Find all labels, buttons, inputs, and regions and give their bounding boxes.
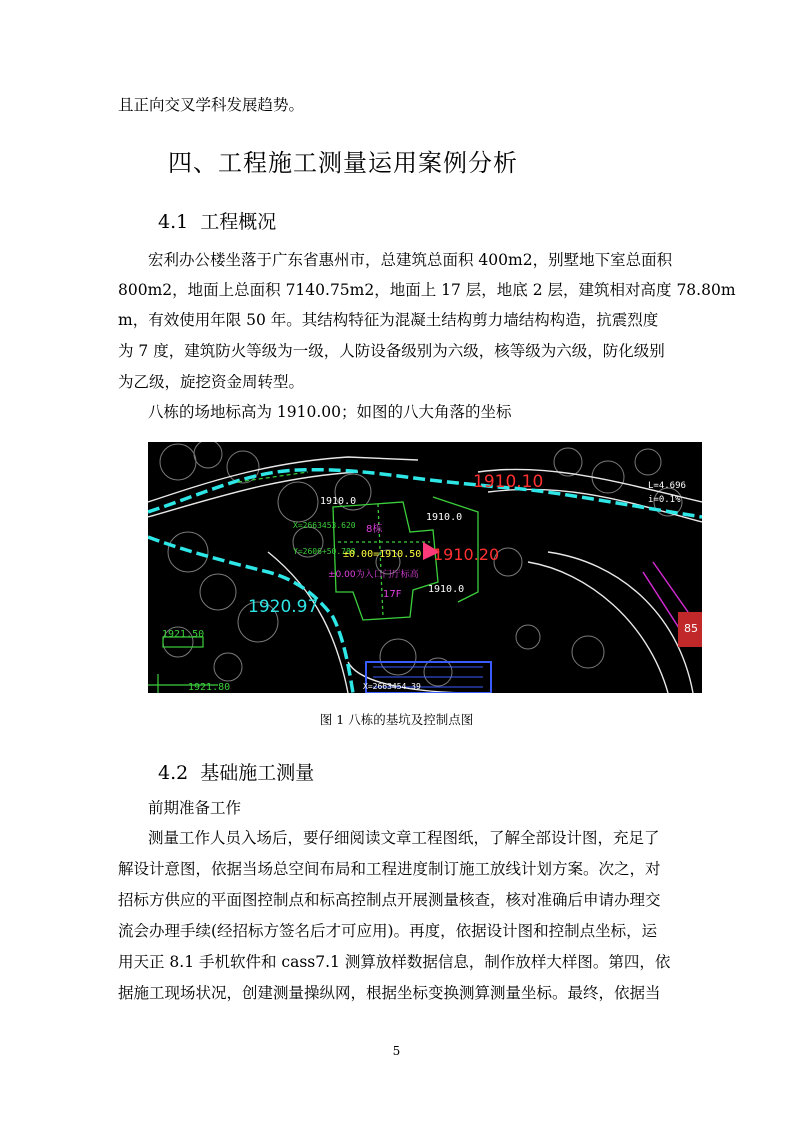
section-title: 四、工程施工测量运用案例分析	[168, 149, 518, 177]
road-lines	[148, 457, 702, 693]
cad-drawing	[148, 442, 702, 693]
figure-caption: 图 1 八栋的基坑及控制点图	[319, 712, 474, 727]
label-coordinate: X=2663454.39	[363, 682, 421, 691]
label-floors: 17F	[383, 589, 402, 600]
subsection-heading-4-1	[158, 210, 276, 234]
label-coordinate: X=2663453.620	[293, 521, 356, 530]
boundary-line	[148, 470, 702, 693]
label-number: 85	[684, 622, 698, 635]
paragraph-line: 为乙级，旋挖资金周转型。	[118, 373, 305, 391]
label-elevation: 1910.0	[320, 496, 357, 507]
label-elevation: 1910.0	[426, 512, 463, 523]
label-elevation: 1910.0	[428, 584, 465, 595]
paragraph-line: 八栋的场地标高为 1910.00；如图的八大角落的坐标	[148, 403, 512, 421]
paragraph-line: 为 7 度，建筑防火等级为一级，人防设备级别为六级，核等级为六级，防化级别	[118, 342, 665, 360]
site-plan-figure	[148, 442, 702, 693]
paragraph-line: 解设计意图，依据当场总空间布局和工程进度制订施工放线计划方案。次之，对	[118, 860, 661, 878]
label-coordinate: Y=2606+50.788	[293, 547, 356, 556]
label-slope-length: L=4.696	[648, 481, 686, 491]
subsection-title: 工程概况	[200, 211, 277, 233]
subsection-number: 4.2	[158, 762, 189, 784]
label-elevation: 1921.50	[162, 629, 205, 640]
label-entrance: ±0.00为入口门厅标高	[328, 570, 419, 580]
paragraph-line: 据施工现场状况，创建测量操纵网，根据坐标变换测算测量坐标。最终，依据当	[118, 984, 661, 1002]
paragraph-line: 流会办理手续(经招标方签名后才可应用)。再度，依据设计图和控制点坐标，运	[118, 922, 658, 940]
subsection-heading-4-2	[158, 761, 314, 785]
paragraph-heading: 前期准备工作	[148, 799, 242, 817]
page-number: 5	[392, 1044, 401, 1058]
label-elevation: 1920.97	[248, 597, 319, 617]
text-line: 且正向交叉学科发展趋势。	[118, 96, 305, 114]
label-slope: i=0.1%	[648, 495, 681, 505]
paragraph-line: 800m2，地面上总面积 7140.75m2，地面上 17 层，地底 2 层，建筑相对高度 78.80m	[118, 281, 736, 299]
paragraph-line: 宏利办公楼坐落于广东省惠州市，总建筑总面积 400m2，别墅地下室总面积	[148, 251, 673, 269]
subsection-title: 基础施工测量	[200, 762, 315, 784]
paragraph-line: 用天正 8.1 手机软件和 cass7.1 测算放样数据信息，制作放样大样图。第四，依	[118, 953, 671, 971]
label-elevation: 1910.20	[433, 545, 500, 564]
label-building: 8栋	[366, 524, 383, 535]
label-elevation: 1910.10	[473, 472, 544, 492]
paragraph-line: 测量工作人员入场后，要仔细阅读文章工程图纸，了解全部设计图，充足了	[148, 829, 660, 847]
paragraph-line: 招标方供应的平面图控制点和标高控制点开展测量核查，核对准确后申请办理交	[118, 891, 661, 909]
label-datum: ±0.00=1910.50	[343, 549, 422, 560]
label-elevation: 1921.80	[188, 682, 231, 693]
paragraph-line: m，有效使用年限 50 年。其结构特征为混凝土结构剪力墙结构构造，抗震烈度	[118, 311, 659, 329]
subsection-number: 4.1	[158, 211, 189, 233]
